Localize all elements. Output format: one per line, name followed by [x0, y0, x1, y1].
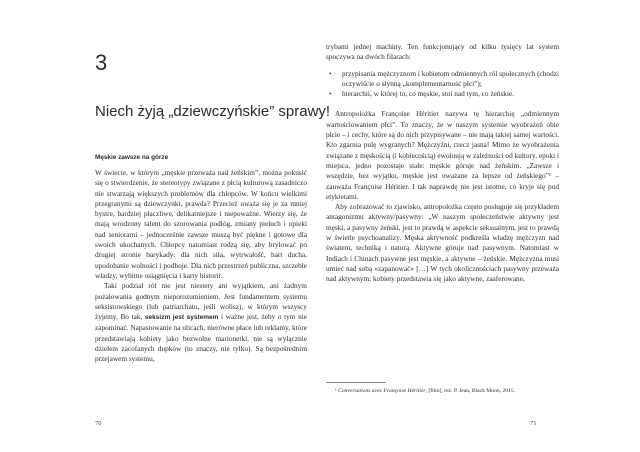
right-body-text [326, 42, 559, 285]
bullet-icon: • [329, 68, 332, 78]
right-page [320, 0, 640, 452]
bullet-text-1: przypisania mężczyznom i kobietom odmiennych ról społecznych (chodzi oczywiście o słynną „komplementarność płci”); [342, 68, 559, 88]
paragraph-2 [95, 281, 307, 364]
chapter-number: 3 [95, 50, 108, 75]
intro-paragraph: trybami jednej machiny. Ten funkcjonujący od kilku tysięcy lat system spoczywa na dwóch filarach: [326, 42, 559, 62]
left-body-text [95, 168, 307, 365]
paragraph-1: W świecie, w którym „męskie przeważa nad żeńskim”, można pokusić się o stwierdzenie, że stereotypy związane z płcią kulturową zasadniczo nie stwarzają większych problemów dla chłopców. W końcu wielkimi przegranymi są dziewczynki, prawda? Przecież uważa się je za mniej bystre, bardziej płaczliwe, delikatniejsze i niepoważne. Wierzy się, że mają wrodzony talent do szorowania podłóg, zmiany pieluch i opieki nad seniorami – jednocześnie zawsze muszą być piękne i gotowe dla swoich ukochanych. Chłopcy natomiast rodzą się, aby brylować po drugiej stronie barykady: dla nich siła, wytrwałość, hart ducha, upodobanie wolności i podboje. Dla nich przestrzeń publiczna, szczeble władzy, wybitne osiągnięcia i karty historii. [95, 168, 307, 280]
footnote-rest: , [film], reż. P. Jean, Black Moon, 2015. [425, 388, 516, 394]
bullet-icon: • [329, 89, 332, 99]
paragraph-2-start: Taki podział ról nie jest niestety ani wyjątkiem, ani żadnym pożałowania godnym nieporozumieniem. Jest fundamentem systemu seksistowskiego (lub patriarchatu, jeśli wolisz), w którym wszyscy żyjemy. Bo tak, [95, 281, 307, 322]
footnote-number: ¹ [335, 388, 337, 394]
footnote [335, 388, 565, 395]
paragraph-aktywny-pasywny: Aby zobrazować to zjawisko, antropolożka często posługuje się przykładem antagonizmu aktywny/pasywny: „W naszym społeczeństwie aktywny jest męski, a pasywny żeński, jest to prawdą w aspekcie seksualnym, jest to prawdą w świetle psychoanalizy. Męska aktywność podkreśla władzę mężczyzn nad światem, techniką i naturą. Aktywne góruje nad pasywnym. Natomiast w Indiach i Chinach pasywne jest męskie, a aktywne – żeńskie. Mężczyzna musi umieć nad sobą «zapanować» […] W tych okolicznościach pasywny przeważa nad aktywnym; kobiety przedstawia się jako aktywne, zaaferowane, [326, 202, 559, 284]
bullet-text-2: hierarchii, w której to, co męskie, stoi nad tym, co żeńskie. [342, 89, 515, 99]
bullet-list [326, 69, 559, 100]
section-heading: Męskie zawsze na górze [95, 154, 169, 161]
paragraph-2-end: i ważne jest, żeby o tym nie zapominać. Napastowanie na ulicach, nierówne płace lub reklamy, które przedstawiają kobiety jako bezwolne marionetki, nie są wyłącznie dziełem zacofanych dupków (to znaczy, nie tylko). Są bezpośrednim przejawem systemu, [95, 312, 307, 364]
emphasis-seksizm: seksizm jest systemem [144, 314, 219, 322]
bullet-item-1 [326, 69, 559, 90]
chapter-title: Niech żyją „dziewczyńskie” sprawy! [95, 103, 331, 120]
paragraph-heritier: Antropolożka Françoise Héritier nazywa tę hierarchię „odmiennym wartościowaniem płci”. To znaczy, że w naszym systemie wyobrażeń obie płcie – i cechy, które są do nich przypisywane – nie mają takiej samej wartości. Kto zgarnia pulę wygranych? Mężczyźni, rzecz jasna! Mimo że wyobrażenia związane z męskością (i kobiecością) ewoluują w zależności od kultury, epoki i miejsca, jedno pozostaje stałe: męskie góruje nad żeńskim. „Zawsze i wszędzie, bez wyjątku, męskie jest uważane za lepsze od żeńskiego”¹ – zauważa Françoise Héritier. I tak naprawdę nie jest istotne, co kryje się pod etykietami. [326, 109, 559, 201]
page-number-left: 70 [95, 420, 102, 427]
footnote-title: Conversations avec Françoise Héritier [338, 388, 426, 394]
bullet-item-2 [326, 89, 559, 99]
footnote-divider [326, 382, 386, 383]
page-number-right: 71 [530, 420, 537, 427]
